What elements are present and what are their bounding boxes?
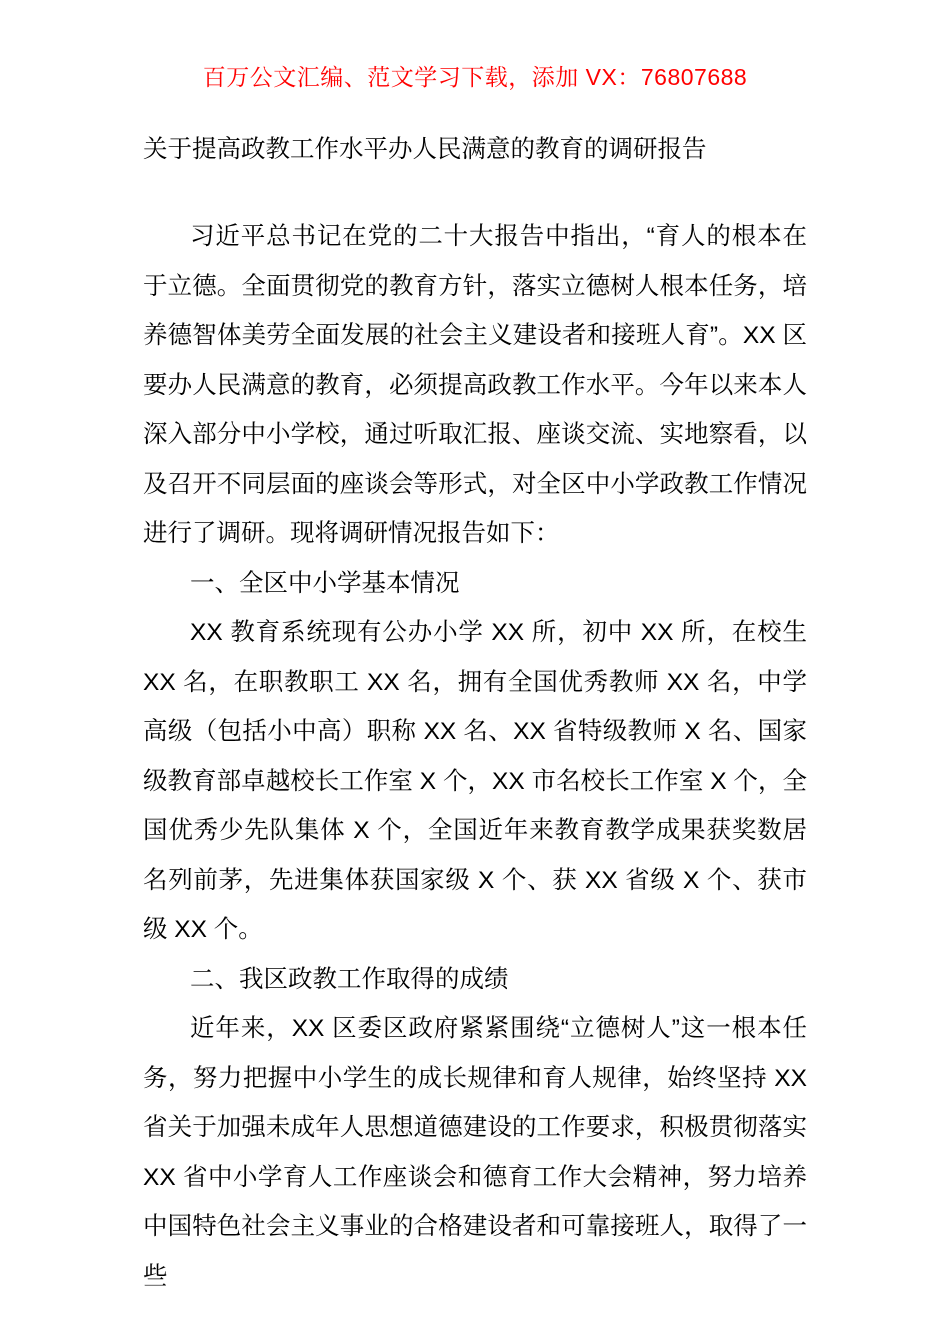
paragraph-section-1: XX 教育系统现有公办小学 XX 所，初中 XX 所，在校生 XX 名，在职教职工 XX 名，拥有全国优秀教师 XX 名，中学高级（包括小中高）职称 XX 名、XX 省特级教师 X 名、国家级教育部卓越校长工作室 X 个，XX 市名校长工作室 X 个，全国优秀少先队集体 X 个，全国近年来教育教学成果获奖数居名列前茅，先进集体获国家级 X 个、获 XX 省级 X 个、获市级 XX 个。 (143, 619, 807, 943)
section-heading-1: 一、全区中小学基本情况 (190, 569, 460, 597)
paragraph-section-2: 近年来，XX 区委区政府紧紧围绕“立德树人”这一根本任务，努力把握中小学生的成长规律和育人规律，始终坚持 XX 省关于加强未成年人思想道德建设的工作要求，积极贯彻落实 XX 省中小学育人工作座谈会和德育工作大会精神，努力培养中国特色社会主义事业的合格建设者和可靠接班人，取得了一些 (143, 1015, 807, 1290)
document-title: 关于提高政教工作水平办人民满意的教育的调研报告 (143, 136, 707, 163)
paragraph-intro: 习近平总书记在党的二十大报告中指出，“育人的根本在于立德。全面贯彻党的教育方针，落实立德树人根本任务，培养德智体美劳全面发展的社会主义建设者和接班人育”。XX 区要办人民满意的教育，必须提高政教工作水平。今年以来本人深入部分中小学校，通过听取汇报、座谈交流、实地察看，以及召开不同层面的座谈会等形式，对全区中小学政教工作情况进行了调研。现将调研情况报告如下： (143, 223, 807, 547)
document-body (143, 212, 807, 1301)
watermark-notice: 百万公文汇编、范文学习下载，添加 VX：76807688 (202, 64, 748, 90)
section-heading-2: 二、我区政教工作取得的成绩 (190, 965, 509, 993)
